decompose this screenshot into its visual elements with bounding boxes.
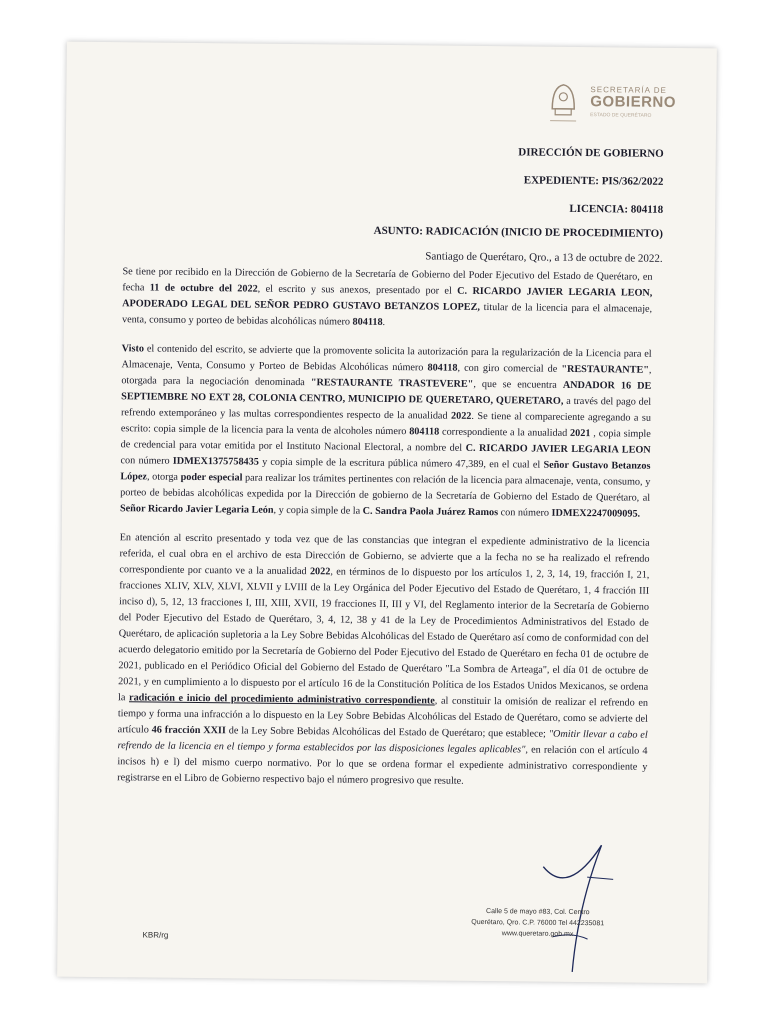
- text-run: 804118: [427, 362, 458, 374]
- text-run: , con giro comercial de: [457, 362, 562, 375]
- text-run: 11 de octubre del 2022: [149, 282, 258, 295]
- text-run: de la Ley Sobre Bebidas Alcohólicas del Estado de Querétaro; que establece;: [225, 725, 549, 740]
- text-run: , al constituir la omisión de realizar el refrendo en tiempo y forma una infracción a lo dispuesto en la Ley Sobre Bebidas Alcohólicas del Estado de Querétaro, como se advierte del artículo: [117, 695, 649, 736]
- expediente-number: EXPEDIENTE: PIS/362/2022: [523, 174, 664, 188]
- text-run: con número: [498, 507, 552, 519]
- text-run: IDMEX1375758435: [172, 455, 259, 468]
- text-run: el contenido del escrito, se advierte que la promovente solicita la autorización para la regularización de la Licencia para el Almacenaje, Venta, Consumo y Porteo de Bebidas Alcohólicas número: [121, 343, 652, 374]
- text-run: , que se encuentra: [473, 378, 563, 391]
- text-run: . Se tiene al compareciente agregando a su escrito: copia simple de la licencia para la venta de alcoholes número: [120, 410, 652, 438]
- text-run: "Omitir llevar a cabo el refrendo de la licencia en el tiempo y forma establecidos por las disposiciones legales aplicables": [117, 728, 648, 756]
- text-run: a través del pago del refrendo extemporáneo y las multas correspondientes respecto de la anualidad: [120, 395, 652, 422]
- text-run: 804118: [352, 316, 383, 328]
- paragraph-2: [120, 341, 652, 523]
- text-run: 2021: [570, 427, 591, 440]
- footer-city-phone: Querétaro, Qro. C.P. 76000 Tel 442235081: [471, 918, 605, 928]
- text-run: titular de la licencia para el almacenaje, venta, consumo y porteo de bebidas alcohólicas número: [121, 301, 653, 328]
- logo-line-1: SECRETARÍA DE: [590, 85, 667, 95]
- text-run: correspondiente a la anualidad: [439, 426, 571, 439]
- text-run: .: [382, 316, 386, 328]
- text-run: poder especial: [180, 471, 243, 484]
- text-run: Señor Ricardo Javier Legaria León: [119, 503, 274, 516]
- subject-line: ASUNTO: RADICACIÓN (INICIO DE PROCEDIMIENTO): [373, 224, 663, 240]
- text-run: , y copia simple de la: [273, 504, 363, 517]
- text-run: C. RICARDO JAVIER LEGARIA LEON, APODERADO LEGAL DEL SEÑOR PEDRO GUSTAVO BETANZOS LOPEZ,: [122, 285, 653, 313]
- text-run: , en relación con el artículo 4 incisos h) e l) del mismo cuerpo normativo. Por lo que se ordena formar el expediente administrativo correspondiente y registrarse en el Libro de Gobierno respectivo bajo el número progresivo que resulte.: [117, 744, 648, 787]
- text-run: C. Sandra Paola Juárez Ramos: [362, 505, 499, 519]
- text-run: En atención al escrito presentado y toda vez que de las constancias que integran el expediente administrativo de la licencia referida, el cual obra en el archivo de esta Dirección de Gobierno, se advierte que a la fecha no se ha realizado el refrendo correspondiente por cuanto ve a la anualidad: [119, 532, 650, 578]
- logo-line-2: GOBIERNO: [590, 93, 677, 112]
- text-run: ANDADOR 16 DE SEPTIEMBRE NO EXT 28, COLONIA CENTRO, MUNICIPIO DE QUERETARO, QUERETARO,: [121, 379, 652, 407]
- text-run: , el escrito y sus anexos, presentado por el: [257, 283, 458, 297]
- footer-address: Calle 5 de mayo #83, Col. Centro: [486, 908, 590, 917]
- text-run: radicación e inicio del procedimiento administrativo correspondiente: [129, 692, 435, 707]
- logo-line-3: ESTADO DE QUERÉTARO: [590, 112, 652, 119]
- text-run: , otorgada para la negociación denominada: [121, 364, 652, 389]
- typist-initials: KBR/rg: [142, 930, 169, 940]
- text-run: 804118: [409, 426, 440, 438]
- date-line: Santiago de Querétaro, Qro., a 13 de octubre de 2022.: [425, 250, 663, 265]
- text-run: Se tiene por recibido en la Dirección de Gobierno de la Secretaría de Gobierno del Poder Ejecutivo del Estado de Querétaro, en fecha: [122, 266, 653, 294]
- text-run: 2022: [450, 410, 472, 422]
- text-run: 2022: [309, 566, 331, 578]
- text-run: "RESTAURANTE": [561, 363, 649, 376]
- text-run: C. RICARDO JAVIER LEGARIA LEON: [465, 442, 651, 456]
- paragraph-3: [117, 530, 650, 792]
- license-number: LICENCIA: 804118: [569, 202, 664, 216]
- text-run: IDMEX2247009095.: [551, 507, 641, 520]
- footer-website[interactable]: www.queretaro.gob.mx: [501, 930, 574, 938]
- text-run: y copia simple de la escritura pública número 47,389, en el cual el: [258, 456, 544, 471]
- text-run: para realizar los trámites pertinentes con relación de la licencia para almacenaje, venta, consumo, y porteo de bebidas alcohólicas expedida por la Dirección de gobierno de la Secretaría de Gobierno del Estado de Querétaro, al: [120, 472, 651, 504]
- text-run: con número: [120, 455, 173, 467]
- text-run: "RESTAURANTE TRASTEVERE": [310, 377, 474, 390]
- government-logo: [538, 75, 689, 137]
- address-footer: [458, 906, 618, 941]
- text-run: , otorga: [146, 471, 181, 483]
- text-run: Señor Gustavo Betanzos López: [120, 459, 651, 483]
- text-run: 46 fracción XXII: [151, 724, 226, 737]
- paragraph-1: [122, 264, 653, 334]
- text-run: , en términos de lo dispuesto por los artículos 1, 2, 3, 14, 19, fracción I, 21, fracciones XLIV, XLV, XLVI, XLVII y LVIII de la Ley Orgánica del Poder Ejecutivo del Estado de Querétaro, 1, 4 fracción III inciso d), 5, 12, 13 fracciones I, III, XIII, XVII, 19 fracciones II, III y VI, del Reglamento interior de la Secretaría de Gobierno del Poder Ejecutivo del Estado de Querétaro, 3, 4, 12, 38 y 41 de la Ley de Procedimientos Administrativos del Estado de Querétaro, de aplicación supletoria a la Ley Sobre Bebidas Alcohólicas del Estado de Querétaro así como de conformidad con del acuerdo delegatorio emitido por la Secretaría de Gobierno del Poder Ejecutivo del Estado de Querétaro en fecha 01 de octubre de 2021, publicado en el Periódico Oficial del Gobierno del Estado de Querétaro "La Sombra de Arteaga", el día 01 de octubre de 2021, y en cumplimiento a lo dispuesto por el artículo 16 de la Constitución Política de los Estados Unidos Mexicanos, se ordena la: [117, 566, 650, 704]
- state-emblem-icon: [546, 79, 581, 127]
- text-run: Visto: [121, 343, 145, 355]
- office-heading: DIRECCIÓN DE GOBIERNO: [518, 146, 664, 160]
- document-body: [117, 264, 653, 805]
- text-run: , copia simple de credencial para votar emitida por el Instituto Nacional Electoral, a nombre del: [120, 428, 651, 454]
- document-page: [57, 42, 717, 984]
